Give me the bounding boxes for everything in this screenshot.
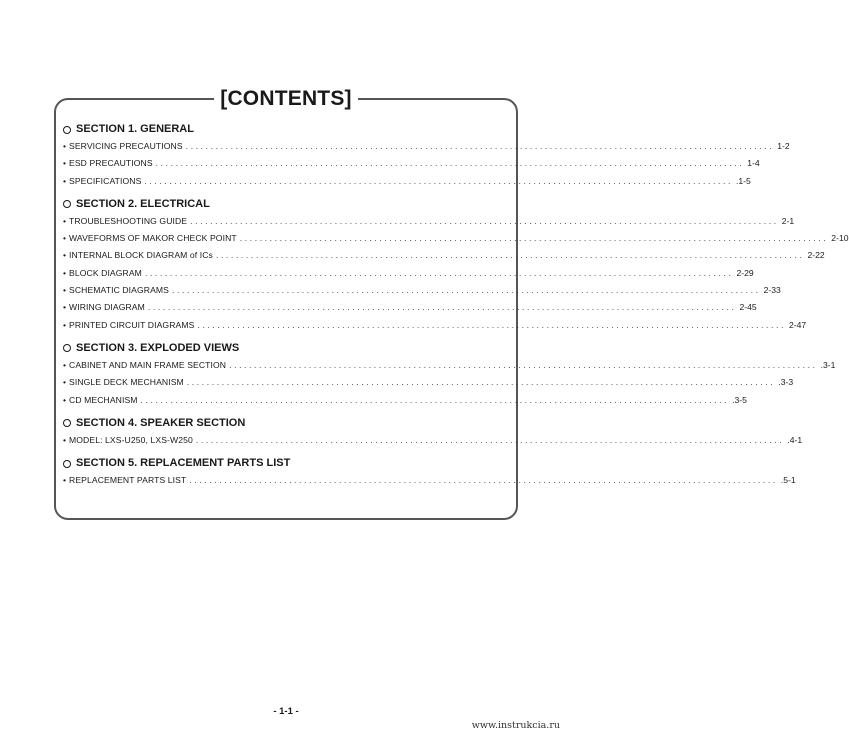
watermark: www.instrukcia.ru	[471, 720, 560, 731]
dot-leader: ......................................................................................................................	[215, 250, 805, 261]
entry-label: ESD PRECAUTIONS	[69, 158, 153, 169]
toc-entry-schematic-diagrams[interactable]	[63, 282, 781, 299]
circle-bullet-icon	[63, 419, 71, 427]
section-heading-text: SECTION 5. REPLACEMENT PARTS LIST	[76, 457, 291, 470]
section-heading	[63, 198, 499, 211]
entry-page: .3-3	[778, 377, 794, 388]
dot-leader: ......................................................................................................................	[186, 377, 776, 388]
entry-page: .1-5	[735, 175, 751, 186]
dot-bullet-icon: •	[63, 359, 67, 370]
entry-label: CD MECHANISM	[69, 394, 138, 405]
contents-title: [CONTENTS]	[214, 84, 358, 114]
entry-label: SERVICING PRECAUTIONS	[69, 141, 183, 151]
section-heading	[63, 342, 499, 355]
dot-leader: ......................................................................................................................	[189, 475, 778, 486]
entry-page: 2-29	[736, 267, 754, 278]
section-5	[63, 457, 796, 489]
dot-leader: ......................................................................................................................	[185, 141, 775, 151]
entry-page: 2-22	[807, 250, 825, 261]
section-heading	[63, 457, 499, 470]
entry-page: 2-33	[763, 285, 781, 296]
entry-page: .5-1	[780, 475, 796, 486]
section-1	[63, 123, 790, 190]
entry-label: REPLACEMENT PARTS LIST	[69, 475, 187, 486]
dot-leader: ......................................................................................................................	[229, 359, 818, 370]
dot-leader: ......................................................................................................................	[197, 319, 786, 330]
toc-entry-replacement-parts-list[interactable]	[63, 472, 796, 489]
entry-label: SPECIFICATIONS	[69, 175, 142, 186]
dot-leader: ......................................................................................................................	[190, 215, 779, 226]
section-2	[63, 197, 849, 334]
dot-bullet-icon: •	[63, 175, 67, 186]
circle-bullet-icon	[63, 460, 71, 468]
section-heading-text: SECTION 2. ELECTRICAL	[76, 197, 210, 210]
dot-bullet-icon: •	[63, 141, 67, 151]
dot-bullet-icon: •	[63, 285, 67, 296]
dot-leader: ......................................................................................................................	[144, 175, 733, 186]
section-heading	[63, 417, 499, 430]
entry-label: MODEL: LXS-U250, LXS-W250	[69, 434, 193, 445]
entry-page: 2-47	[789, 319, 807, 330]
toc-entry-waveforms[interactable]	[63, 230, 849, 247]
dot-bullet-icon: •	[63, 394, 67, 405]
entry-label: SCHEMATIC DIAGRAMS	[69, 285, 170, 296]
section-heading-text: SECTION 1. GENERAL	[76, 123, 194, 135]
page-number: - 1-1 -	[273, 706, 299, 717]
section-heading	[63, 123, 499, 136]
circle-bullet-icon	[63, 200, 71, 208]
dot-bullet-icon: •	[63, 158, 67, 169]
toc-entry-printed-circuit-diagrams[interactable]	[63, 317, 807, 334]
dot-bullet-icon: •	[63, 267, 67, 278]
toc-entry-wiring-diagram[interactable]	[63, 299, 757, 316]
dot-bullet-icon: •	[63, 233, 67, 244]
entry-label: WIRING DIAGRAM	[69, 302, 145, 313]
toc-entry-internal-block-diagram[interactable]	[63, 247, 825, 264]
entry-page: 2-45	[739, 302, 757, 313]
entry-label: SINGLE DECK MECHANISM	[69, 377, 184, 388]
entry-page: 2-1	[781, 215, 795, 226]
entry-label: INTERNAL BLOCK DIAGRAM of ICs	[69, 250, 213, 261]
dot-leader: ......................................................................................................................	[239, 233, 829, 244]
entry-label: CABINET AND MAIN FRAME SECTION	[69, 359, 227, 370]
toc-entry-block-diagram[interactable]	[63, 265, 754, 282]
dot-leader: ......................................................................................................................	[172, 285, 761, 296]
dot-bullet-icon: •	[63, 434, 67, 445]
entry-label: BLOCK DIAGRAM	[69, 267, 142, 278]
dot-leader: ......................................................................................................................	[144, 267, 734, 278]
entry-label: TROUBLESHOOTING GUIDE	[69, 215, 188, 226]
entry-label: PRINTED CIRCUIT DIAGRAMS	[69, 319, 195, 330]
entry-page: .3-5	[732, 394, 747, 405]
dot-leader: ......................................................................................................................	[147, 302, 737, 313]
toc-entry-servicing-precautions[interactable]	[63, 138, 790, 155]
toc-entry-cd-mechanism[interactable]	[63, 392, 747, 409]
section-4	[63, 416, 803, 449]
section-3	[63, 341, 836, 409]
toc-entry-specifications[interactable]	[63, 173, 751, 190]
dot-leader: ......................................................................................................................	[195, 434, 785, 445]
entry-page: .3-1	[820, 359, 836, 370]
toc-entry-single-deck-mechanism[interactable]	[63, 374, 794, 391]
toc-entry-cabinet-main-frame[interactable]	[63, 357, 836, 374]
entry-page: 2-10	[831, 233, 849, 244]
section-heading-text: SECTION 4. SPEAKER SECTION	[76, 416, 246, 429]
contents-body	[63, 123, 849, 489]
dot-bullet-icon: •	[63, 319, 67, 330]
circle-bullet-icon	[63, 126, 71, 134]
entry-page: .4-1	[787, 434, 803, 445]
entry-page: 1-2	[777, 141, 790, 151]
toc-entry-troubleshooting-guide[interactable]	[63, 213, 795, 230]
dot-leader: ......................................................................................................................	[155, 158, 745, 169]
dot-leader: ......................................................................................................................	[140, 394, 730, 405]
dot-bullet-icon: •	[63, 475, 67, 486]
entry-page: 1-4	[747, 158, 760, 169]
section-heading-text: SECTION 3. EXPLODED VIEWS	[76, 341, 240, 354]
dot-bullet-icon: •	[63, 250, 67, 261]
toc-entry-esd-precautions[interactable]	[63, 155, 760, 172]
dot-bullet-icon: •	[63, 302, 67, 313]
dot-bullet-icon: •	[63, 377, 67, 388]
dot-bullet-icon: •	[63, 215, 67, 226]
entry-label: WAVEFORMS OF MAKOR CHECK POINT	[69, 233, 237, 244]
toc-entry-model[interactable]	[63, 432, 803, 449]
circle-bullet-icon	[63, 344, 71, 352]
